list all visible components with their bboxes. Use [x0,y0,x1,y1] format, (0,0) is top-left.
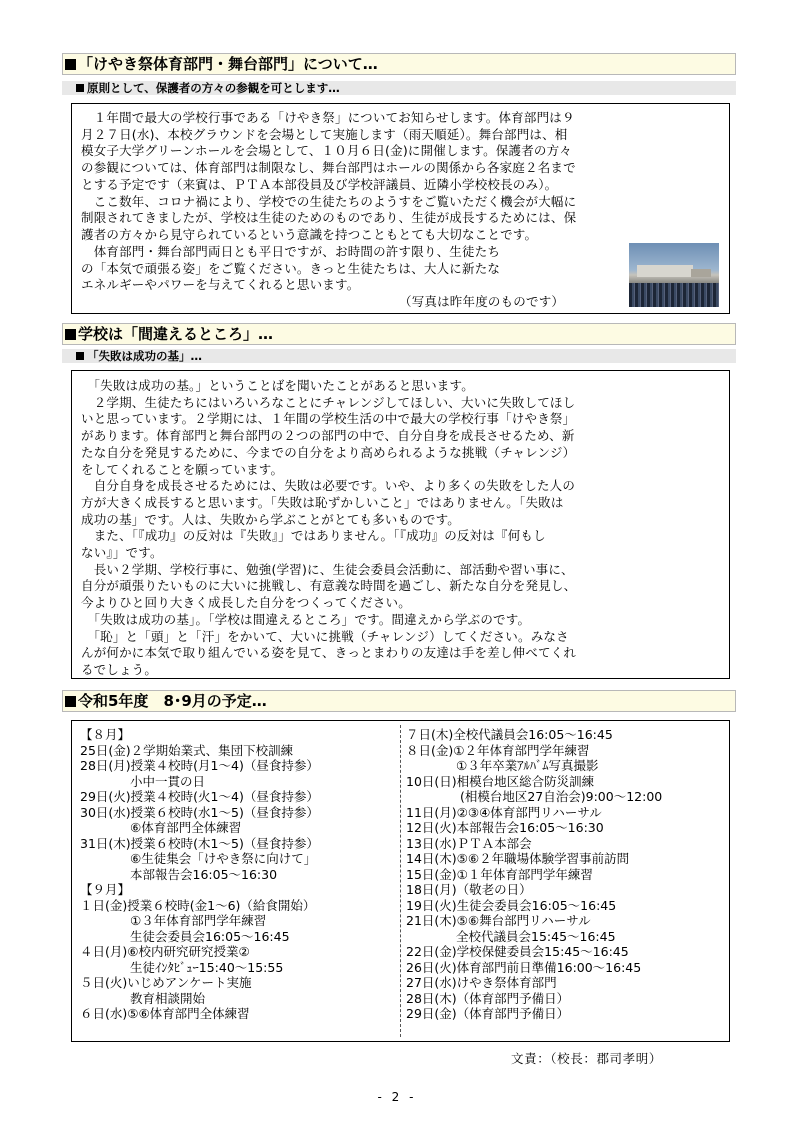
schedule-entry: 18日(月)（敬老の日） [406,882,532,897]
section1-subtitle: 原則として、保護者の方々の参観を可とします… [87,81,340,95]
text-line: るでしょう。 [81,661,158,677]
schedule-entry: １日(金)授業６校時(金1～6)（給食開始） [80,897,316,913]
section1-photo-text [81,244,621,294]
schedule-box [71,720,730,1042]
section2-heading [62,323,736,345]
text-line: ここ数年、コロナ禍により、学校での生徒たちのようすをご覧いただく機会が大幅に [81,193,577,209]
text-line: 成功の基」です。人は、失敗から学ぶことがとても多いものです。 [81,511,461,527]
schedule-entry: 教育相談開始 [80,990,206,1006]
schedule-entry: 生徒ｲﾝﾀﾋﾞｭｰ15:40～15:55 [80,959,284,975]
schedule-entry: ６日(水)⑤⑥体育部門全体練習 [80,1006,250,1021]
schedule-entry: 14日(木)⑤⑥２年職場体験学習事前訪問 [406,851,630,866]
schedule-entry: 10日(日)相模台地区総合防災訓練 [406,773,595,789]
schedule-entry: 31日(木)授業６校時(木1～5)（昼食持参） [80,835,319,851]
section3-heading [62,690,736,712]
schedule-entry: ①３年卒業ｱﾙﾊﾞﾑ写真撮影 [406,758,599,773]
photo-caption: （写真は昨年度のものです） [399,294,565,309]
section1-heading [62,53,736,75]
text-line: １年間で最大の学校行事である「けやき祭」についてお知らせします。体育部門は９ [81,110,575,125]
square-bullet-icon [76,84,84,92]
schedule-entry: 29日(金)（体育部門予備日） [406,1006,570,1021]
text-line: 長い２学期、学校行事に、勉強(学習)に、生徒会委員会活動に、部活動や習い事に、 [81,561,574,577]
schedule-entry: ⑥体育部門全体練習 [80,820,242,835]
schedule-entry: 13日(水)ＰＴＡ本部会 [406,835,532,851]
schedule-right-column [406,727,662,1022]
square-bullet-icon [65,329,76,340]
text-line: 方が大きく成長すると思います。「失敗は恥ずかしいこと」ではありません。「失敗は [81,494,564,510]
section2-box [71,370,730,679]
section2-title: 学校は「間違えるところ」… [78,325,274,343]
square-bullet-icon [76,352,84,360]
schedule-entry: 19日(火)生徒会委員会16:05～16:45 [406,897,617,913]
schedule-entry: 11日(月)②③④体育部門リハーサル [406,804,602,820]
text-line: の「本気で頑張る姿」をご覧ください。きっと生徒たちは、大人に新たな [81,260,501,276]
text-line: 体育部門・舞台部門両日とも平日ですが、お時間の許す限り、生徒たち [81,244,501,259]
text-line: 自分が頑張りたいものに大いに挑戦し、有意義な時間を過ごし、新たな自分を発見し、 [81,578,577,594]
schedule-entry: ５日(火)いじめアンケート実施 [80,975,252,990]
section2-subtitle: 「失敗は成功の基」… [87,349,202,363]
schedule-entry: 全校代議員会15:45～16:45 [406,928,616,944]
schedule-entry: 15日(金)①１年体育部門学年練習 [406,866,593,882]
square-bullet-icon [65,59,76,70]
text-line: をしてくれることを願っています。 [81,461,284,477]
text-line: また、「『成功』の反対は『失敗』」ではありません。「『成功』の反対は『何もし [81,528,546,544]
text-line: ２学期、生徒たちにはいろいろなことにチャレンジしてほしい、大いに失敗してほし [81,394,576,410]
text-line: いと思っています。２学期には、１年間の学校生活の中で最大の学校行事「けやき祭」 [81,411,576,427]
schedule-entry: ７日(木)全校代議員会16:05～16:45 [406,727,613,742]
schedule-entry: ４日(月)⑥校内研究研究授業② [80,944,250,959]
schedule-entry: 本部報告会16:05～16:30 [80,866,278,882]
schedule-entry: ８日(金)①２年体育部門学年練習 [406,742,590,758]
text-line: 護者の方々から見守られているという意識を持つこともとても大切なことです。 [81,226,538,242]
schedule-entry: 【９月】 [80,882,131,897]
section1-subheading [62,81,736,95]
square-bullet-icon [65,696,76,707]
schedule-entry: 21日(木)⑤⑥舞台部門リハーサル [406,913,591,928]
section1-text [81,110,726,244]
schedule-entry: 30日(水)授業６校時(水1～5)（昼食持参） [80,804,319,820]
section1-box [71,103,730,314]
schedule-entry: ⑥生徒集会「けやき祭に向けて」 [80,851,317,866]
schedule-entry: 28日(木)（体育部門予備日） [406,990,570,1006]
text-line: 制限されてきましたが、学校は生徒のためのものであり、生徒が成長するためには、保 [81,210,577,226]
section1-title: 「けやき祭体育部門・舞台部門」について… [78,55,378,73]
schedule-entry: ①３年体育部門学年練習 [80,913,267,928]
schedule-entry: (相模台地区27自治会)9:00～12:00 [406,789,663,804]
schedule-entry: 29日(火)授業４校時(火1～4)（昼食持参） [80,789,319,804]
schedule-left-column [80,727,319,1022]
schedule-entry: 28日(月)授業４校時(月1～4)（昼食持参） [80,758,319,773]
text-line: 自分自身を成長させるためには、失敗は必要です。いや、より多くの失敗をした人の [81,478,576,494]
schedule-entry: 生徒会委員会16:05～16:45 [80,928,290,944]
column-divider [400,725,401,1037]
schedule-entry: 22日(金)学校保健委員会15:45～16:45 [406,944,629,959]
text-line: とする予定です（来賓は、ＰＴＡ本部役員及び学校評議員、近隣小学校校長のみ）。 [81,176,558,192]
page-number: - 2 - [377,1090,417,1104]
schedule-entry: 12日(火)本部報告会16:05～16:30 [406,820,604,835]
text-line: ない』」です。 [81,545,163,561]
text-line: 「失敗は成功の基」。「学校は間違えるところ」です。間違えから学ぶのです。 [81,611,531,627]
text-line: たな自分を発見するために、今までの自分をより高められるような挑戦（チャレンジ） [81,444,576,460]
author-credit: 文責：（校長：郡司孝明） [511,1051,662,1066]
schedule-entry: 27日(水)けやき祭体育部門 [406,975,557,990]
text-line: 月２７日(水)、本校グラウンドを会場として実施します（雨天順延）。舞台部門は、相 [81,126,568,142]
text-line: 模女子大学グリーンホールを会場として、１０月６日(金)に開催します。保護者の方々 [81,143,573,159]
section2-text [81,378,726,679]
schedule-entry: 小中一貫の日 [80,773,206,789]
text-line: エネルギーやパワーを与えてくれると思います。 [81,277,360,293]
text-line: 「恥」と「頭」と「汗」をかいて、大いに挑戦（チャレンジ）してください。みなさ [81,628,569,644]
schedule-entry: 【８月】 [80,727,131,742]
section2-subheading [62,349,736,363]
text-line: があります。体育部門と舞台部門の２つの部門の中で、自分自身を成長させるため、新 [81,428,575,444]
text-line: 「失敗は成功の基。」ということばを聞いたことがあると思います。 [81,378,474,393]
text-line: の参観については、体育部門は制限なし、舞台部門はホールの関係から各家庭２名まで [81,160,576,176]
text-line: んが何かに本気で取り組んでいる姿を見て、きっとまわりの友達は手を差し伸べてくれ [81,645,577,661]
schedule-entry: 25日(金)２学期始業式、集団下校訓練 [80,742,294,758]
event-photo [629,243,719,307]
section3-title: 令和5年度 8･9月の予定… [78,692,267,710]
schedule-entry: 26日(火)体育部門前日準備16:00～16:45 [406,959,642,975]
text-line: 今よりひと回り大きく成長した自分をつくってください。 [81,595,411,611]
